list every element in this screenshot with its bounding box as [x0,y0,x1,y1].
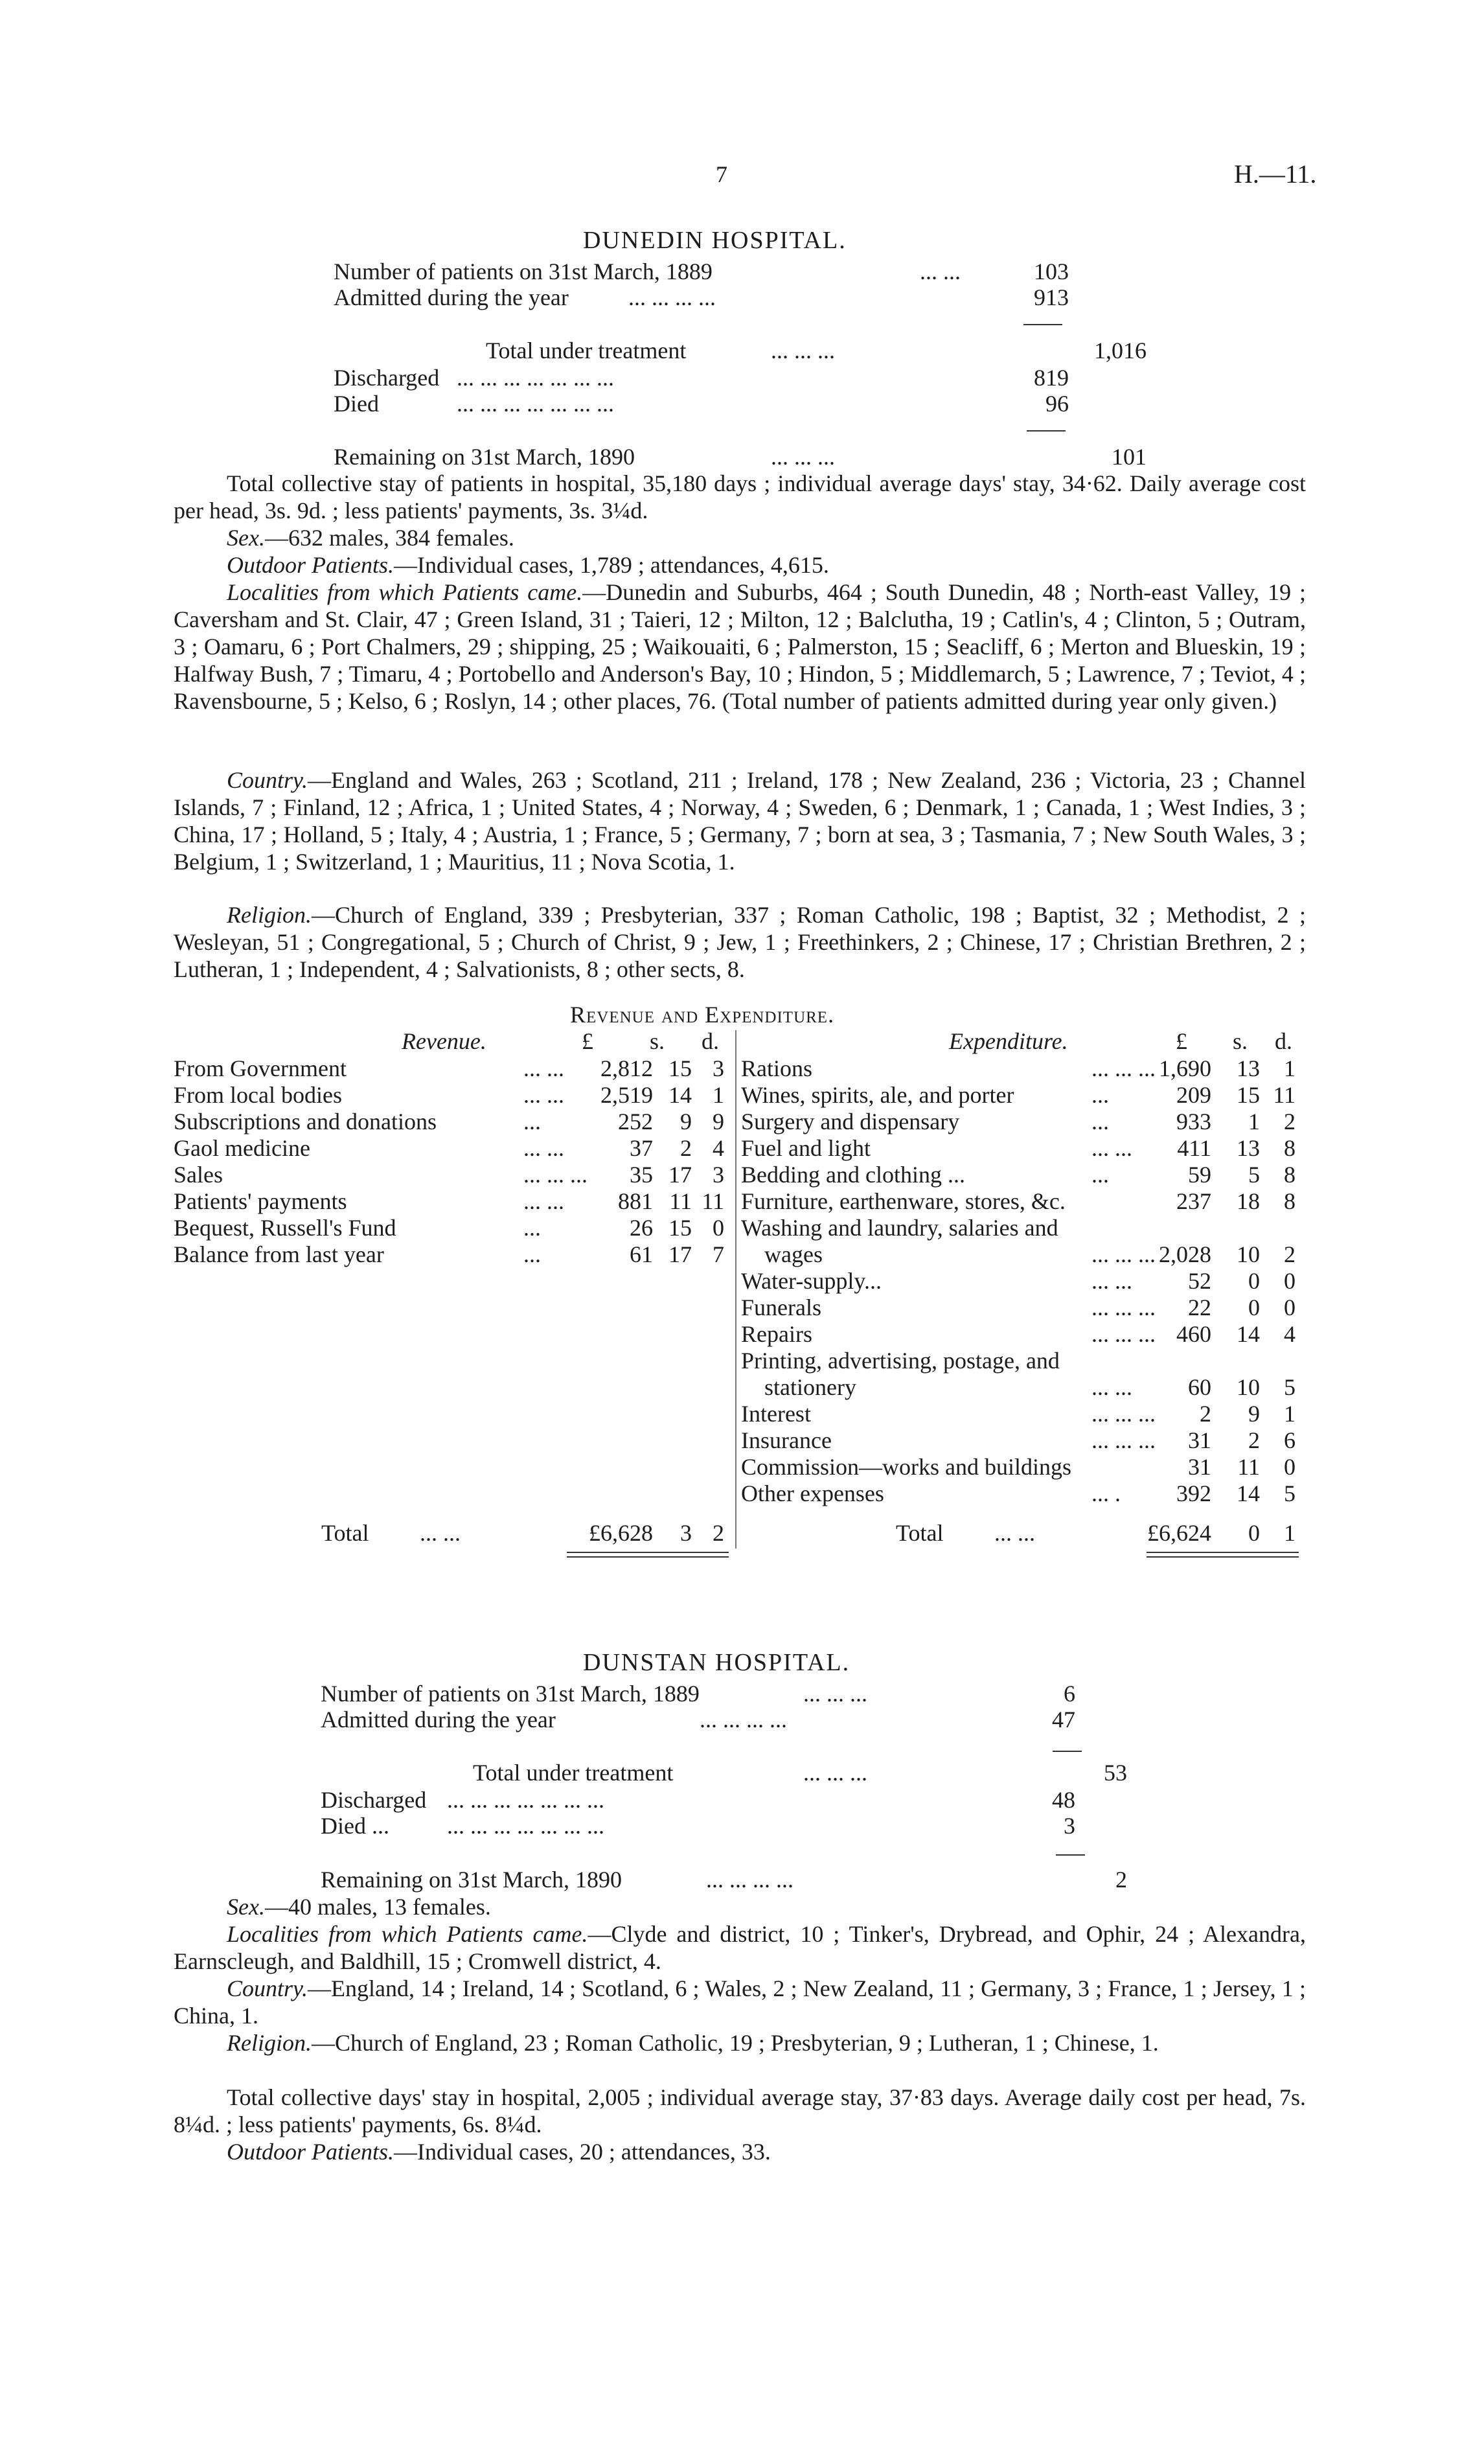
religion-label: Religion. [227,2030,312,2056]
leader-dots: ... [523,1241,541,1267]
dunedin-religion-paragraph [174,901,1306,983]
expenditure-row [738,1241,1308,1268]
leader-dots: ... ... [523,1135,564,1161]
amount-pounds: 31 [1188,1427,1211,1453]
amount-pounds: 1,690 [1159,1055,1211,1081]
stat-leader: ... ... ... [803,1681,867,1707]
expenditure-row [738,1320,1308,1348]
amount-shillings: 15 [668,1215,692,1241]
total-double-rule [1147,1556,1299,1558]
leader-dots: ... ... ... [1091,1241,1156,1267]
dunstan-religion-paragraph [174,2029,1306,2056]
dunedin-stay-paragraph: Total collective stay of patients in hospital, 35,180 days ; individual average days' stay, 34·62. Daily average cost per head, 3s. 9d. ; less patients' payments, 3s. 3¼d. [174,470,1306,524]
amount-shillings: 9 [680,1109,692,1134]
revenue-row [174,1214,744,1241]
amount-shillings: 14 [1237,1321,1260,1347]
amount-pounds: 252 [618,1109,653,1134]
amount-pounds: 61 [630,1241,653,1267]
expenditure-item-label: Repairs [741,1321,812,1347]
amount-shillings: 13 [1237,1135,1260,1161]
stat-label: Remaining on 31st March, 1890 [321,1867,622,1893]
stat-label: Number of patients on 31st March, 1889 [321,1681,700,1707]
amount-shillings: 15 [668,1055,692,1081]
accounts-title: Revenue and Expenditure. [570,1002,835,1028]
dunedin-sex-paragraph [174,524,1306,551]
leader-dots: ... [1091,1162,1109,1188]
stat-leader: ... ... ... ... [628,284,716,310]
revenue-item-label: Gaol medicine [174,1135,310,1161]
amount-shillings: 1 [1248,1109,1260,1134]
revenue-item-label: Sales [174,1162,223,1188]
stat-label: Discharged [321,1787,427,1813]
amount-pence: 9 [713,1109,724,1134]
stat-leader: ... ... ... [771,338,835,363]
stat-leader: ... ... [920,259,961,284]
stat-leader: ... ... ... ... [700,1707,787,1733]
religion-text: —Church of England, 339 ; Presbyterian, 337 ; Roman Catholic, 198 ; Baptist, 32 ; Methodist, 2 ; Wesleyan, 51 ; Congregational, 5 ; Church of Christ, 9 ; Jew, 1 ; Freethinkers, 2 ; Chinese, 17 ; Christian Brethren, 2 ; Lutheran, 1 ; Independent, 4 ; Salvationists, 8 ; other sects, 8. [174,902,1306,982]
amount-pence: 8 [1284,1162,1296,1188]
revenue-row [174,1108,744,1135]
stat-leader: ... ... ... ... ... ... ... [447,1787,604,1813]
expenditure-item-label: Rations [741,1055,813,1081]
expenditure-item-label: Commission—works and buildings [741,1454,1072,1480]
dunstan-outdoor-paragraph [174,2138,1306,2165]
leader-dots: ... ... [523,1082,564,1108]
expenditure-row [738,1108,1308,1135]
amount-pounds: 59 [1188,1162,1211,1188]
dunedin-title: DUNEDIN HOSPITAL. [583,227,847,254]
amount-pounds: 22 [1188,1295,1211,1320]
localities-label: Localities from which Patients came. [227,1921,588,1947]
amount-pence: 3 [713,1055,724,1081]
leader-dots: ... ... ... [1091,1055,1156,1081]
stat-label: Admitted during the year [334,284,569,310]
stat-leader: ... ... ... ... [706,1867,793,1893]
stat-leader: ... ... ... ... ... ... ... [457,365,614,391]
localities-text: —Dunedin and Suburbs, 464 ; South Dunedin, 48 ; North-east Valley, 19 ; Caversham and St. Clair, 47 ; Green Island, 31 ; Taieri, 12 ; Milton, 12 ; Balclutha, 19 ; Catlin's, 4 ; Clinton, 5 ; Outram, 3 ; Oamaru, 6 ; Port Chalmers, 29 ; shipping, 25 ; Waikouaiti, 6 ; Palmerston, 15 ; Seacliff, 6 ; Merton and Blueskin, 19 ; Halfway Bush, 7 ; Timaru, 4 ; Portobello and Anderson's Bay, 10 ; Hindon, 5 ; Middlemarch, 5 ; Lawrence, 7 ; Teviot, 4 ; Ravensbourne, 5 ; Kelso, 6 ; Roslyn, 14 ; other places, 76. (Total number of patients admitted during year only given.) [174,579,1306,714]
pounds-heading: £ [1176,1028,1187,1054]
leader-dots: ... [523,1109,541,1134]
amount-shillings: 17 [668,1241,692,1267]
localities-label: Localities from which Patients came. [227,579,583,605]
total-pence: 2 [713,1520,724,1546]
stat-label: Died [334,391,379,417]
amount-pounds: 392 [1176,1480,1211,1506]
stat-leader: ... ... ... [771,444,835,470]
leader-dots: ... ... ... [1091,1401,1156,1427]
country-label: Country. [227,767,308,793]
total-label: Total [321,1520,369,1546]
expenditure-item-label: Bedding and clothing ... [741,1162,965,1188]
total-shillings: 0 [1248,1520,1260,1546]
amount-pence: 7 [713,1241,724,1267]
revenue-item-label: Patients' payments [174,1188,347,1214]
dunstan-stay-paragraph: Total collective days' stay in hospital, 2,005 ; individual average stay, 37·83 days. Average daily cost per head, 7s. 8¼d. ; less patients' payments, 6s. 8¼d. [174,2084,1306,2137]
expenditure-row [738,1374,1308,1401]
stat-value: 2 [1115,1867,1127,1893]
leader-dots: ... ... [1091,1135,1132,1161]
revenue-item-label: From Government [174,1055,347,1081]
amount-pounds: 209 [1176,1082,1211,1108]
country-text: —England and Wales, 263 ; Scotland, 211 ; Ireland, 178 ; New Zealand, 236 ; Victoria, 23 ; Channel Islands, 7 ; Finland, 12 ; Africa, 1 ; United States, 4 ; Norway, 4 ; Sweden, 6 ; Denmark, 1 ; Canada, 1 ; West Indies, 3 ; China, 17 ; Holland, 5 ; Italy, 4 ; Austria, 1 ; France, 5 ; Germany, 7 ; born at sea, 3 ; Tasmania, 7 ; New South Wales, 3 ; Belgium, 1 ; Switzerland, 1 ; Mauritius, 11 ; Nova Scotia, 1. [174,767,1306,875]
stat-label: Died ... [321,1813,389,1839]
sex-text: —40 males, 13 females. [264,1894,491,1920]
sex-text: —632 males, 384 females. [264,525,514,551]
dunstan-title: DUNSTAN HOSPITAL. [583,1649,850,1676]
total-double-rule [567,1552,729,1553]
amount-shillings: 10 [1237,1374,1260,1400]
amount-pence: 0 [1284,1268,1296,1294]
stat-label: Total under treatment [473,1760,674,1786]
expenditure-row [738,1134,1308,1162]
amount-pence: 4 [713,1135,724,1161]
stat-leader: ... ... ... [803,1760,867,1786]
leader-dots: ... [1091,1109,1109,1134]
amount-pounds: 31 [1188,1454,1211,1480]
amount-pounds: 37 [630,1135,653,1161]
total-double-rule [1147,1552,1299,1553]
expenditure-item-label: Wines, spirits, ale, and porter [741,1082,1014,1108]
amount-pounds: 2,028 [1159,1241,1211,1267]
expenditure-row [738,1267,1308,1295]
pounds-heading: £ [582,1028,593,1054]
leader-dots: ... ... [1091,1374,1132,1400]
amount-pence: 3 [713,1162,724,1188]
expenditure-item-label: Other expenses [741,1480,884,1506]
stat-value: 53 [1104,1760,1127,1786]
amount-pence: 0 [1284,1295,1296,1320]
sum-rule [1023,324,1062,325]
leader-dots: ... ... ... [523,1162,588,1188]
expenditure-total-row [738,1519,1308,1547]
country-text: —England, 14 ; Ireland, 14 ; Scotland, 6 ; Wales, 2 ; New Zealand, 11 ; Germany, 3 ; France, 1 ; Jersey, 1 ; China, 1. [174,1975,1306,2029]
amount-pounds: 460 [1176,1321,1211,1347]
amount-shillings: 2 [1248,1427,1260,1453]
revenue-row [174,1134,744,1162]
amount-shillings: 18 [1237,1188,1260,1214]
amount-pence: 4 [1284,1321,1296,1347]
amount-pounds: 881 [618,1188,653,1214]
leader-dots: ... ... [1091,1268,1132,1294]
revenue-row [174,1188,744,1215]
revenue-row [174,1081,744,1109]
amount-shillings: 5 [1248,1162,1260,1188]
total-pounds: £6,628 [589,1520,653,1546]
leader-dots: ... ... [523,1055,564,1081]
stat-value: 913 [1034,284,1069,310]
revenue-row [174,1241,744,1268]
sex-label: Sex. [227,1894,265,1920]
amount-pence: 11 [1273,1082,1296,1108]
total-leader: ... ... [994,1520,1035,1546]
expenditure-row [738,1081,1308,1109]
amount-pounds: 2,812 [600,1055,653,1081]
amount-shillings: 13 [1237,1055,1260,1081]
stat-value: 3 [1064,1813,1075,1839]
sum-rule [1056,1854,1085,1856]
amount-pence: 2 [1284,1109,1296,1134]
amount-pounds: 411 [1177,1135,1211,1161]
amount-shillings: 0 [1248,1268,1260,1294]
revenue-heading: Revenue. [402,1028,486,1054]
expenditure-item-label: Funerals [741,1295,821,1320]
expenditure-item-label: Surgery and dispensary [741,1109,960,1134]
amount-pence: 8 [1284,1135,1296,1161]
amount-pounds: 2,519 [600,1082,653,1108]
revenue-item-label: Bequest, Russell's Fund [174,1215,396,1241]
amount-pence: 1 [713,1082,724,1108]
stat-leader: ... ... ... ... ... ... ... [447,1813,604,1839]
expenditure-item-label: stationery [764,1374,856,1400]
expenditure-row [738,1294,1308,1321]
page-number: 7 [716,161,727,187]
expenditure-row [738,1161,1308,1188]
leader-dots: ... ... ... [1091,1295,1156,1320]
amount-pounds: 52 [1188,1268,1211,1294]
amount-shillings: 14 [1237,1480,1260,1506]
expenditure-row [738,1188,1308,1215]
stat-value: 6 [1064,1681,1075,1707]
stat-value: 103 [1034,259,1069,284]
dunedin-country-paragraph [174,766,1306,875]
localities-text: —Clyde and district, 10 ; Tinker's, Drybread, and Ophir, 24 ; Alexandra, Earnscleugh, and Baldhill, 15 ; Cromwell district, 4. [174,1921,1306,1974]
expenditure-item-label: wages [764,1241,823,1267]
expenditure-row [738,1400,1308,1427]
religion-label: Religion. [227,902,312,928]
outdoor-label: Outdoor Patients. [227,552,394,578]
amount-pence: 2 [1284,1241,1296,1267]
expenditure-item-label: Furniture, earthenware, stores, &c. [741,1188,1066,1214]
amount-pounds: 35 [630,1162,653,1188]
expenditure-row [738,1480,1308,1507]
sum-rule [1053,1751,1082,1752]
total-double-rule [567,1556,729,1558]
leader-dots: ... ... [523,1188,564,1214]
expenditure-row [738,1055,1308,1082]
stat-label: Total under treatment [486,338,687,363]
stat-label: Discharged [334,365,440,391]
country-label: Country. [227,1975,308,2001]
leader-dots: ... . [1091,1480,1121,1506]
shillings-heading: s. [1233,1028,1248,1054]
stat-label: Remaining on 31st March, 1890 [334,444,635,470]
sum-rule [1027,430,1066,432]
amount-shillings: 17 [668,1162,692,1188]
expenditure-item-label: Water-supply... [741,1268,882,1294]
total-shillings: 3 [680,1520,692,1546]
religion-text: —Church of England, 23 ; Roman Catholic, 19 ; Presbyterian, 9 ; Lutheran, 1 ; Chinese, 1. [311,2030,1159,2056]
sex-label: Sex. [227,525,265,551]
stat-value: 1,016 [1094,338,1147,363]
revenue-item-label: Subscriptions and donations [174,1109,437,1134]
amount-pence: 1 [1284,1401,1296,1427]
dunstan-sex-paragraph [174,1893,1306,1920]
dunedin-outdoor-paragraph [174,551,1306,579]
outdoor-text: —Individual cases, 1,789 ; attendances, 4,615. [394,552,829,578]
stat-value: 101 [1112,444,1147,470]
outdoor-label: Outdoor Patients. [227,2139,394,2165]
pence-heading: d. [1275,1028,1292,1054]
expenditure-heading: Expenditure. [949,1028,1068,1054]
revenue-row [174,1161,744,1188]
expenditure-item-label: Interest [741,1401,811,1427]
amount-shillings: 9 [1248,1401,1260,1427]
total-pence: 1 [1284,1520,1296,1546]
amount-pence: 0 [713,1215,724,1241]
amount-pence: 0 [1284,1454,1296,1480]
amount-shillings: 0 [1248,1295,1260,1320]
amount-shillings: 10 [1237,1241,1260,1267]
amount-shillings: 11 [669,1188,692,1214]
dunstan-country-paragraph [174,1975,1306,2029]
expenditure-item-label: Fuel and light [741,1135,871,1161]
stat-label: Number of patients on 31st March, 1889 [334,259,713,284]
amount-pounds: 933 [1176,1109,1211,1134]
amount-pence: 5 [1284,1374,1296,1400]
leader-dots: ... [523,1215,541,1241]
document-code: H.—11. [1234,159,1317,189]
amount-pence: 5 [1284,1480,1296,1506]
amount-pence: 6 [1284,1427,1296,1453]
amount-shillings: 14 [668,1082,692,1108]
dunedin-localities-paragraph [174,579,1306,715]
stat-value: 819 [1034,365,1069,391]
amount-shillings: 2 [680,1135,692,1161]
stat-leader: ... ... ... ... ... ... ... [457,391,614,417]
amount-pounds: 2 [1200,1401,1211,1427]
outdoor-text: —Individual cases, 20 ; attendances, 33. [394,2139,771,2165]
revenue-total-row [174,1519,731,1547]
total-pounds: £6,624 [1147,1520,1211,1546]
amount-pence: 11 [702,1188,724,1214]
expenditure-row [738,1214,1308,1241]
amount-pence: 1 [1284,1055,1296,1081]
leader-dots: ... ... ... [1091,1427,1156,1453]
amount-pence: 8 [1284,1188,1296,1214]
amount-pounds: 26 [630,1215,653,1241]
stat-value: 47 [1052,1707,1075,1733]
amount-shillings: 15 [1237,1082,1260,1108]
revenue-item-label: From local bodies [174,1082,342,1108]
expenditure-item-label: Printing, advertising, postage, and [741,1348,1060,1374]
leader-dots: ... [1091,1082,1109,1108]
pence-heading: d. [702,1028,719,1054]
expenditure-item-label: Washing and laundry, salaries and [741,1215,1058,1241]
amount-shillings: 11 [1237,1454,1260,1480]
stat-value: 96 [1045,391,1069,417]
leader-dots: ... ... ... [1091,1321,1156,1347]
amount-pounds: 60 [1188,1374,1211,1400]
expenditure-item-label: Insurance [741,1427,832,1453]
stat-value: 48 [1052,1787,1075,1813]
dunstan-localities-paragraph [174,1920,1306,1975]
amount-pounds: 237 [1176,1188,1211,1214]
expenditure-row [738,1427,1308,1454]
total-label: Total [896,1520,944,1546]
stat-label: Admitted during the year [321,1707,556,1733]
expenditure-row [738,1347,1308,1374]
total-leader: ... ... [420,1520,461,1546]
revenue-row [174,1055,744,1082]
expenditure-row [738,1453,1308,1480]
revenue-item-label: Balance from last year [174,1241,384,1267]
shillings-heading: s. [650,1028,665,1054]
